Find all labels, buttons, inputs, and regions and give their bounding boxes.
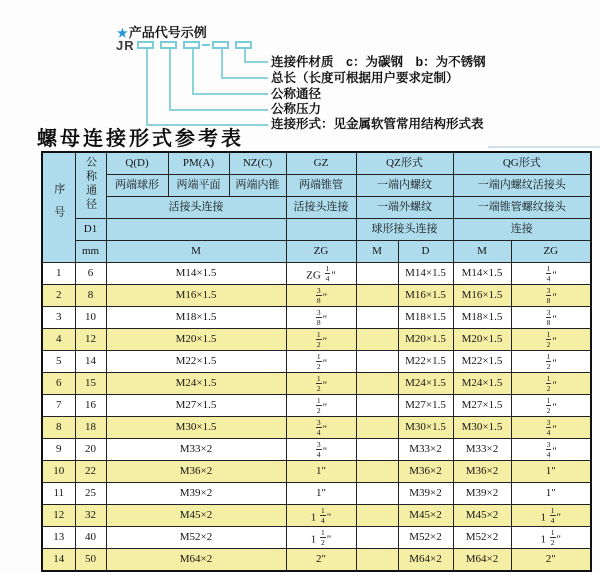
diagram-label-pressure: 公称压力 bbox=[271, 102, 322, 116]
cell-qg-zg: 1 $\frac{1}{2}$ " bbox=[511, 527, 591, 549]
table-row bbox=[42, 373, 591, 395]
cell-gz: ZG $\frac{1}{4}$ " bbox=[286, 263, 356, 285]
cell-qg-zg: $\frac{3}{4}$ " bbox=[511, 439, 591, 461]
table-row bbox=[42, 505, 591, 527]
cell-m-thread: M18×1.5 bbox=[106, 307, 286, 329]
header-empty-qpn bbox=[106, 219, 286, 241]
header-conn-qg: 一端锥管螺纹接头 bbox=[453, 197, 591, 219]
code-box-1 bbox=[137, 41, 154, 49]
table-body bbox=[42, 263, 591, 572]
header-conn-gz: 活接头连接 bbox=[286, 197, 356, 219]
header-ends-pma: 两端平面 bbox=[168, 175, 229, 197]
cell-qz-d: M14×1.5 bbox=[398, 263, 453, 285]
cell-qz-m bbox=[356, 307, 398, 329]
table-row bbox=[42, 527, 591, 549]
cell-qz-m bbox=[356, 329, 398, 351]
cell-qg-m: M16×1.5 bbox=[453, 285, 511, 307]
cell-seq: 6 bbox=[42, 373, 75, 395]
cell-qg-m: M64×2 bbox=[453, 549, 511, 572]
cell-qz-m bbox=[356, 395, 398, 417]
cell-seq: 13 bbox=[42, 527, 75, 549]
cell-qg-zg: $\frac{3}{4}$ " bbox=[511, 417, 591, 439]
diagram-label-material: 连接件材质 c：为碳钢 b：为不锈钢 bbox=[271, 55, 486, 69]
cell-qg-m: M39×2 bbox=[453, 483, 511, 505]
cell-qz-m bbox=[356, 439, 398, 461]
cell-gz: 2" bbox=[286, 549, 356, 572]
leader-vline-4 bbox=[221, 49, 223, 78]
cell-m-thread: M20×1.5 bbox=[106, 329, 286, 351]
cell-dn-mm: 32 bbox=[75, 505, 106, 527]
cell-qz-d: M33×2 bbox=[398, 439, 453, 461]
cell-qg-m: M45×2 bbox=[453, 505, 511, 527]
cell-seq: 11 bbox=[42, 483, 75, 505]
cell-gz: $\frac{3}{8}$ " bbox=[286, 307, 356, 329]
cell-m-thread: M24×1.5 bbox=[106, 373, 286, 395]
cell-m-thread: M64×2 bbox=[106, 549, 286, 572]
cell-gz: $\frac{1}{2}$ " bbox=[286, 395, 356, 417]
cell-dn-mm: 40 bbox=[75, 527, 106, 549]
cell-m-thread: M52×2 bbox=[106, 527, 286, 549]
nut-connection-reference-table bbox=[41, 151, 592, 572]
code-box-2 bbox=[160, 41, 177, 49]
header-unit-qz-m: M bbox=[356, 241, 398, 263]
header-d1: D1 bbox=[75, 219, 106, 241]
cell-gz: $\frac{3}{4}$ " bbox=[286, 417, 356, 439]
cell-qg-zg: $\frac{1}{2}$ " bbox=[511, 351, 591, 373]
table-row bbox=[42, 351, 591, 373]
table-row bbox=[42, 395, 591, 417]
diagram-label-diameter: 公称通径 bbox=[271, 87, 322, 101]
cell-qz-m bbox=[356, 373, 398, 395]
cell-seq: 12 bbox=[42, 505, 75, 527]
cell-seq: 4 bbox=[42, 329, 75, 351]
header-code-qd: Q(D) bbox=[106, 152, 168, 175]
table-row bbox=[42, 483, 591, 505]
code-box-4 bbox=[212, 41, 229, 49]
cell-qg-m: M27×1.5 bbox=[453, 395, 511, 417]
cell-seq: 3 bbox=[42, 307, 75, 329]
cell-qg-zg: $\frac{1}{2}$ " bbox=[511, 373, 591, 395]
table-header bbox=[42, 152, 591, 263]
header-ends-qg: 一端内螺纹活接头 bbox=[453, 175, 591, 197]
header-seq: 序号 bbox=[42, 152, 75, 263]
cell-seq: 1 bbox=[42, 263, 75, 285]
header-conn2-qz: 球形接头连接 bbox=[356, 219, 453, 241]
cell-qg-zg: $\frac{3}{8}$ " bbox=[511, 285, 591, 307]
star-icon: ★ bbox=[117, 26, 128, 40]
cell-qz-m bbox=[356, 351, 398, 373]
cell-qz-d: M24×1.5 bbox=[398, 373, 453, 395]
cell-dn-mm: 6 bbox=[75, 263, 106, 285]
cell-qz-m bbox=[356, 483, 398, 505]
cell-dn-mm: 20 bbox=[75, 439, 106, 461]
cell-qg-m: M14×1.5 bbox=[453, 263, 511, 285]
product-code-prefix: JR bbox=[116, 38, 135, 53]
cell-m-thread: M16×1.5 bbox=[106, 285, 286, 307]
cell-qg-zg: 1 $\frac{1}{4}$ " bbox=[511, 505, 591, 527]
cell-dn-mm: 18 bbox=[75, 417, 106, 439]
header-ends-gz: 两端锥管 bbox=[286, 175, 356, 197]
cell-m-thread: M22×1.5 bbox=[106, 351, 286, 373]
cell-m-thread: M27×1.5 bbox=[106, 395, 286, 417]
scan-artifact-line bbox=[488, 146, 600, 148]
cell-seq: 7 bbox=[42, 395, 75, 417]
cell-dn-mm: 16 bbox=[75, 395, 106, 417]
cell-qz-d: M64×2 bbox=[398, 549, 453, 572]
table-row bbox=[42, 307, 591, 329]
cell-gz: 1 $\frac{1}{4}$ " bbox=[286, 505, 356, 527]
cell-gz: 1" bbox=[286, 483, 356, 505]
cell-qg-zg: 1" bbox=[511, 483, 591, 505]
leader-hline-4 bbox=[169, 109, 268, 111]
cell-dn-mm: 10 bbox=[75, 307, 106, 329]
cell-qg-zg: $\frac{1}{2}$ " bbox=[511, 395, 591, 417]
cell-m-thread: M30×1.5 bbox=[106, 417, 286, 439]
header-conn-qpn: 活接头连接 bbox=[106, 197, 286, 219]
cell-qz-d: M18×1.5 bbox=[398, 307, 453, 329]
header-unit-m: M bbox=[106, 241, 286, 263]
cell-gz: $\frac{3}{4}$ " bbox=[286, 439, 356, 461]
header-conn-qz: 一端外螺纹 bbox=[356, 197, 453, 219]
header-unit-qg-m: M bbox=[453, 241, 511, 263]
cell-qg-m: M20×1.5 bbox=[453, 329, 511, 351]
cell-qz-d: M20×1.5 bbox=[398, 329, 453, 351]
header-unit-qg-zg: ZG bbox=[511, 241, 591, 263]
leader-vline-2 bbox=[169, 49, 171, 110]
cell-dn-mm: 8 bbox=[75, 285, 106, 307]
cell-qg-zg: $\frac{3}{8}$ " bbox=[511, 307, 591, 329]
cell-qz-m bbox=[356, 417, 398, 439]
cell-gz: $\frac{1}{2}$ " bbox=[286, 329, 356, 351]
cell-gz: $\frac{1}{2}$ " bbox=[286, 351, 356, 373]
header-code-gz: GZ bbox=[286, 152, 356, 175]
code-box-3 bbox=[183, 41, 200, 49]
cell-gz: $\frac{1}{2}$ " bbox=[286, 373, 356, 395]
cell-m-thread: M39×2 bbox=[106, 483, 286, 505]
cell-m-thread: M33×2 bbox=[106, 439, 286, 461]
cell-qz-m bbox=[356, 505, 398, 527]
cell-gz: $\frac{3}{8}$ " bbox=[286, 285, 356, 307]
cell-qz-d: M52×2 bbox=[398, 527, 453, 549]
cell-dn-mm: 50 bbox=[75, 549, 106, 572]
diagram-label-length: 总长（长度可根据用户要求定制） bbox=[271, 71, 459, 85]
leader-hline-2 bbox=[221, 77, 268, 79]
cell-m-thread: M45×2 bbox=[106, 505, 286, 527]
cell-qg-zg: $\frac{1}{2}$ " bbox=[511, 329, 591, 351]
header-mm: mm bbox=[75, 241, 106, 263]
leader-vline-3 bbox=[192, 49, 194, 94]
cell-seq: 8 bbox=[42, 417, 75, 439]
table-row bbox=[42, 263, 591, 285]
header-code-nzc: NZ(C) bbox=[229, 152, 286, 175]
cell-qz-m bbox=[356, 285, 398, 307]
cell-qz-d: M30×1.5 bbox=[398, 417, 453, 439]
table-row bbox=[42, 461, 591, 483]
cell-qz-d: M22×1.5 bbox=[398, 351, 453, 373]
cell-qz-d: M45×2 bbox=[398, 505, 453, 527]
header-ends-qz: 一端内螺纹 bbox=[356, 175, 453, 197]
table-row bbox=[42, 439, 591, 461]
header-ends-nzc: 两端内锥 bbox=[229, 175, 286, 197]
header-unit-qz-d: D bbox=[398, 241, 453, 263]
cell-gz: 1 $\frac{1}{2}$ " bbox=[286, 527, 356, 549]
header-code-qg: QG形式 bbox=[453, 152, 591, 175]
cell-qz-d: M27×1.5 bbox=[398, 395, 453, 417]
header-code-pma: PM(A) bbox=[168, 152, 229, 175]
section-title: 螺母连接形式参考表 bbox=[37, 126, 244, 150]
leader-hline-3 bbox=[192, 93, 268, 95]
cell-qz-d: M39×2 bbox=[398, 483, 453, 505]
cell-dn-mm: 25 bbox=[75, 483, 106, 505]
table-row bbox=[42, 329, 591, 351]
cell-qg-m: M33×2 bbox=[453, 439, 511, 461]
cell-m-thread: M36×2 bbox=[106, 461, 286, 483]
leader-hline-1 bbox=[244, 61, 268, 63]
table-row bbox=[42, 549, 591, 572]
header-code-qz: QZ形式 bbox=[356, 152, 453, 175]
header-ends-qd: 两端球形 bbox=[106, 175, 168, 197]
cell-qg-m: M18×1.5 bbox=[453, 307, 511, 329]
table-row bbox=[42, 285, 591, 307]
cell-seq: 10 bbox=[42, 461, 75, 483]
cell-dn-mm: 22 bbox=[75, 461, 106, 483]
cell-qg-m: M52×2 bbox=[453, 527, 511, 549]
cell-qg-m: M36×2 bbox=[453, 461, 511, 483]
cell-seq: 5 bbox=[42, 351, 75, 373]
cell-dn-mm: 15 bbox=[75, 373, 106, 395]
cell-qz-d: M36×2 bbox=[398, 461, 453, 483]
header-nominal-diameter: 公称通径 bbox=[75, 152, 106, 219]
cell-dn-mm: 14 bbox=[75, 351, 106, 373]
cell-qz-m bbox=[356, 549, 398, 572]
cell-qz-d: M16×1.5 bbox=[398, 285, 453, 307]
cell-m-thread: M14×1.5 bbox=[106, 263, 286, 285]
diagram-heading-text: 产品代号示例 bbox=[128, 25, 207, 40]
cell-dn-mm: 12 bbox=[75, 329, 106, 351]
cell-qz-m bbox=[356, 263, 398, 285]
cell-seq: 2 bbox=[42, 285, 75, 307]
table-row bbox=[42, 417, 591, 439]
dash-separator bbox=[202, 44, 210, 46]
header-conn2-qg: 连接 bbox=[453, 219, 591, 241]
leader-vline-1 bbox=[146, 49, 148, 125]
cell-qg-zg: 2" bbox=[511, 549, 591, 572]
cell-qg-zg: $\frac{1}{4}$ " bbox=[511, 263, 591, 285]
header-unit-gz-zg: ZG bbox=[286, 241, 356, 263]
cell-seq: 9 bbox=[42, 439, 75, 461]
cell-qg-zg: 1" bbox=[511, 461, 591, 483]
header-empty-gz bbox=[286, 219, 356, 241]
cell-gz: 1" bbox=[286, 461, 356, 483]
code-box-5 bbox=[235, 41, 252, 49]
cell-qg-m: M30×1.5 bbox=[453, 417, 511, 439]
cell-seq: 14 bbox=[42, 549, 75, 572]
cell-qg-m: M24×1.5 bbox=[453, 373, 511, 395]
cell-qz-m bbox=[356, 461, 398, 483]
cell-qg-m: M22×1.5 bbox=[453, 351, 511, 373]
diagram-label-connection: 连接形式：见金属软管常用结构形式表 bbox=[271, 117, 484, 131]
cell-qz-m bbox=[356, 527, 398, 549]
